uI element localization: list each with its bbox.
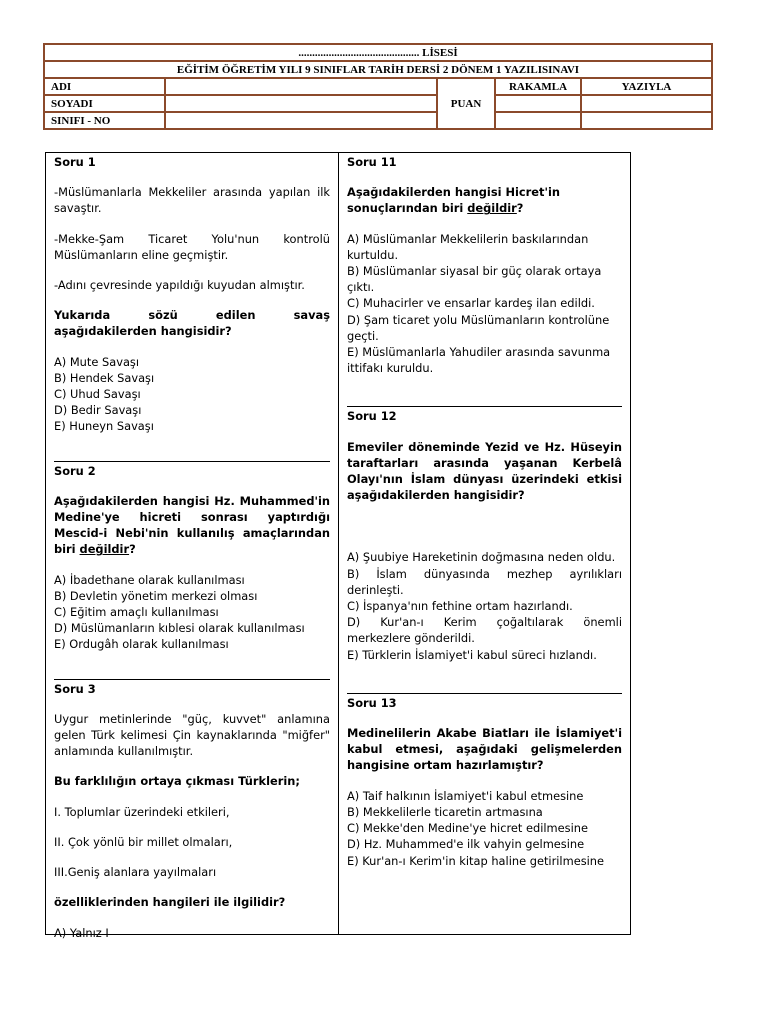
option-a[interactable]: A) Şuubiye Hareketinin doğmasına neden oldu. (347, 550, 616, 565)
question-prompt: Yukarıda sözü edilen savaş aşağıdakilerden hangisidir? (54, 308, 330, 339)
left-column (46, 153, 339, 940)
adi-label: ADI (44, 78, 165, 95)
question-2 (54, 462, 330, 653)
answer-options (347, 231, 622, 377)
prompt-part: Aşağıdakilerden hangisi Hz. Muhammed'in Medine'ye hicreti sonrası yaptırdığı Mescid-i Nebi'nin kullanılış amaçlarından biri (54, 493, 330, 557)
soyadi-field[interactable] (165, 95, 437, 112)
question-text: Uygur metinlerinde "güç, kuvvet" anlamına gelen Türk kelimesi Çin kaynaklarında "miğfer" anlamında kullanılmıştır. (54, 711, 330, 759)
option-d[interactable]: D) Bedir Savaşı (54, 403, 142, 418)
option-b[interactable]: B) Devletin yönetim merkezi olması (54, 588, 258, 603)
exam-header-table (43, 43, 713, 130)
question-title: Soru 11 (347, 155, 397, 169)
rakamla-field[interactable] (495, 95, 581, 112)
answer-options (54, 354, 330, 435)
puan-label: PUAN (437, 78, 495, 129)
option-b[interactable]: B) Mekkelilerle ticaretin artmasına (347, 804, 543, 819)
option-e[interactable]: E) Kur'an-ı Kerim'in kitap haline getirilmesine (347, 853, 605, 868)
question-13 (347, 694, 622, 869)
question-prompt (54, 493, 330, 558)
option-c[interactable]: C) Uhud Savaşı (54, 387, 141, 402)
statement-2: II. Çok yönlü bir millet olmaları, (54, 834, 233, 849)
option-c[interactable]: C) Muhacirler ve ensarlar kardeş ilan edildi. (347, 296, 595, 311)
option-e[interactable]: E) Huneyn Savaşı (54, 419, 154, 434)
sinifi-field[interactable] (165, 112, 437, 129)
question-title: Soru 3 (54, 681, 96, 696)
option-b[interactable]: B) Hendek Savaşı (54, 370, 155, 385)
exam-title: EĞİTİM ÖĞRETİM YILI 9 SINIFLAR TARİH DERSİ 2 DÖNEM 1 YAZILISINAVI (44, 61, 712, 78)
prompt-part: Aşağıdakilerden hangisi Hicret'in sonuçlarından biri (347, 185, 560, 216)
question-text: -Adını çevresinde yapıldığı kuyudan almıştır. (54, 278, 305, 293)
question-title: Soru 13 (347, 695, 397, 710)
school-name: ............................................ LİSESİ (44, 44, 712, 61)
rakamla-field-2[interactable] (495, 112, 581, 129)
option-b[interactable]: B) Müslümanlar siyasal bir güç olarak ortaya çıktı. (347, 264, 602, 295)
statement-3: III.Geniş alanlara yayılmaları (54, 865, 217, 880)
yaziyla-field[interactable] (581, 95, 712, 112)
question-text: -Mekke-Şam Ticaret Yolu'nun kontrolü Müslümanların eline geçmiştir. (54, 231, 330, 262)
option-a[interactable]: A) Taif halkının İslamiyet'i kabul etmesine (347, 788, 584, 803)
option-a[interactable]: A) İbadethane olarak kullanılması (54, 572, 245, 587)
option-d[interactable]: D) Şam ticaret yolu Müslümanların kontrolüne geçti. (347, 312, 610, 343)
option-a[interactable]: A) Mute Savaşı (54, 354, 140, 369)
sinifi-label: SINIFI - NO (44, 112, 165, 129)
question-prompt: Bu farklılığın ortaya çıkması Türklerin; (54, 774, 300, 789)
yaziyla-label: YAZIYLA (581, 78, 712, 95)
rakamla-label: RAKAMLA (495, 78, 581, 95)
option-e[interactable]: E) Ordugâh olarak kullanılması (54, 637, 229, 652)
option-c[interactable]: C) İspanya'nın fethine ortam hazırlandı. (347, 599, 573, 614)
option-a[interactable]: A) Müslümanlar Mekkelilerin baskılarından kurtuldu. (347, 231, 589, 262)
option-b[interactable]: B) İslam dünyasında mezhep ayrılıkları derinleşti. (347, 566, 622, 597)
answer-options (347, 549, 622, 662)
prompt-emphasis: değildir (467, 201, 517, 216)
soyadi-label: SOYADI (44, 95, 165, 112)
prompt-part: ? (129, 542, 136, 557)
question-prompt-2: özelliklerinden hangileri ile ilgilidir? (54, 895, 286, 910)
option-d[interactable]: D) Hz. Muhammed'e ilk vahyin gelmesine (347, 837, 585, 852)
option-a[interactable]: A) Yalnız I (54, 925, 109, 940)
question-3 (54, 680, 330, 941)
option-c[interactable]: C) Eğitim amaçlı kullanılması (54, 605, 219, 620)
question-11 (347, 153, 622, 376)
question-title: Soru 2 (54, 463, 96, 478)
statement-1: I. Toplumlar üzerindeki etkileri, (54, 804, 230, 819)
question-title: Soru 1 (54, 155, 96, 169)
question-text: -Müslümanlarla Mekkeliler arasında yapılan ilk savaştır. (54, 185, 330, 216)
question-prompt: Emeviler döneminde Yezid ve Hz. Hüseyin taraftarları arasında yaşanan Kerbelâ Olayı'nın İslam dünyası üzerindeki etkisi aşağıdakilerden hangisidir? (347, 439, 622, 503)
question-12 (347, 407, 622, 662)
question-title: Soru 12 (347, 409, 397, 424)
option-e[interactable]: E) Türklerin İslamiyet'i kabul süreci hızlandı. (347, 647, 597, 662)
option-d[interactable]: D) Müslümanların kıblesi olarak kullanılması (54, 621, 305, 636)
question-prompt (347, 184, 622, 216)
adi-field[interactable] (165, 78, 437, 95)
answer-options (347, 788, 622, 869)
option-d[interactable]: D) Kur'an-ı Kerim çoğaltılarak önemli merkezlere gönderildi. (347, 615, 622, 646)
prompt-emphasis: değildir (79, 542, 130, 557)
yaziyla-field-2[interactable] (581, 112, 712, 129)
questions-grid (45, 152, 631, 940)
answer-options (54, 572, 330, 653)
question-1 (54, 153, 330, 435)
question-prompt: Medinelilerin Akabe Biatları ile İslamiyet'i kabul etmesi, aşağıdaki gelişmelerden hangisine ortam hazırlamıştır? (347, 726, 622, 773)
option-c[interactable]: C) Mekke'den Medine'ye hicret edilmesine (347, 821, 588, 836)
prompt-part: ? (516, 201, 524, 216)
option-e[interactable]: E) Müslümanlarla Yahudiler arasında savunma ittifakı kuruldu. (347, 345, 611, 376)
right-column (339, 153, 630, 934)
